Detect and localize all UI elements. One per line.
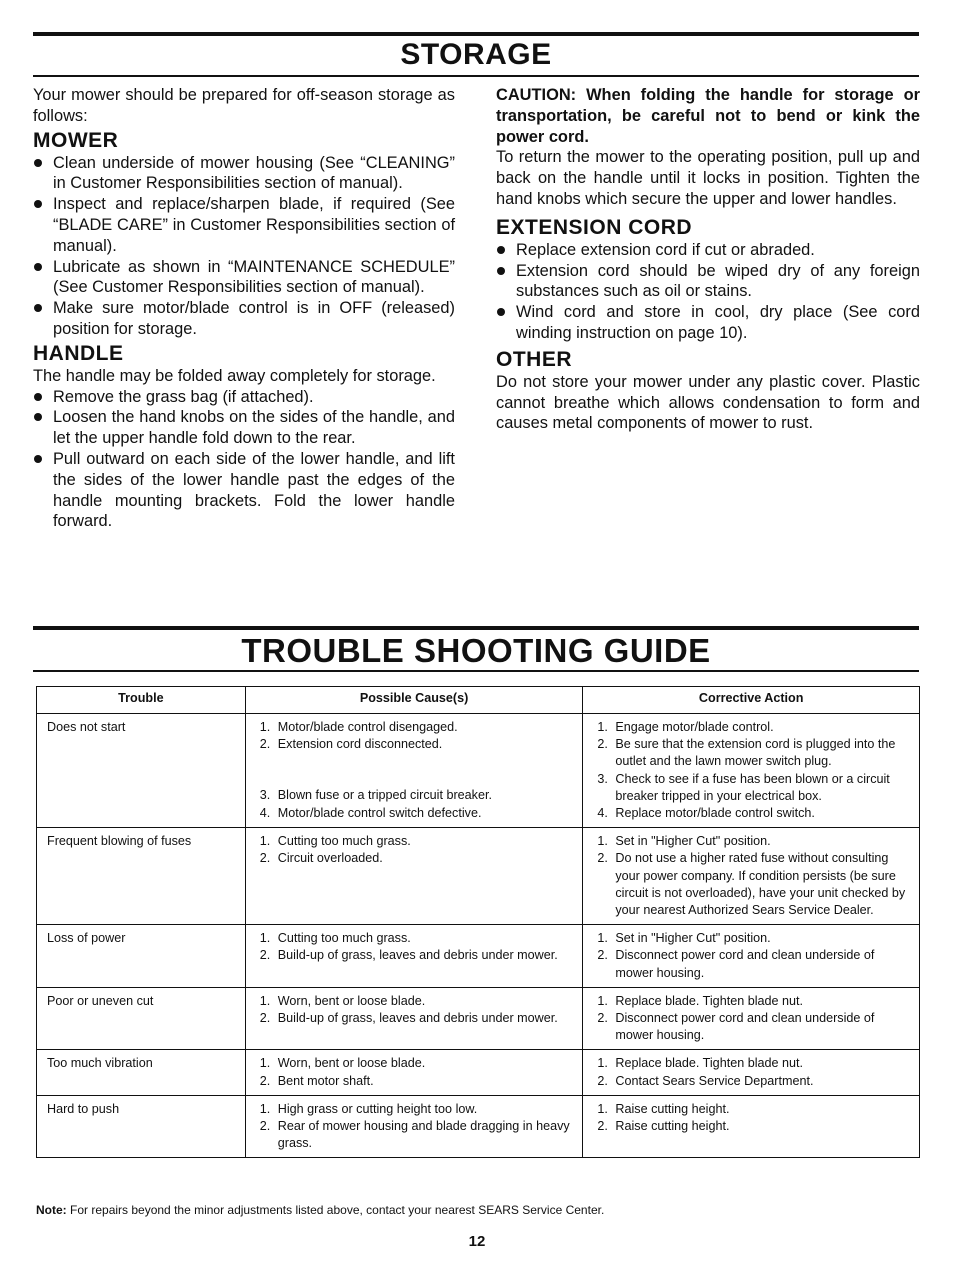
item-number: 3.: [597, 771, 608, 786]
column-header-causes: Possible Cause(s): [245, 687, 583, 714]
actions-cell: [583, 925, 920, 988]
item-text: High grass or cutting height too low.: [277, 1101, 478, 1116]
other-text: Do not store your mower under any plastic cover. Plastic cannot breathe which allows condensation to form and causes metal components of mower to rust.: [496, 372, 920, 433]
table-row: [37, 714, 920, 828]
page-number: 12: [468, 1233, 486, 1250]
list-item: [593, 930, 911, 947]
list-item: Lubricate as shown in “MAINTENANCE SCHEDULE” (See Customer Responsibilities section of manual).: [33, 257, 455, 299]
handle-heading: HANDLE: [33, 341, 124, 365]
causes-cell: [245, 714, 583, 828]
item-text: Cutting too much grass.: [277, 834, 411, 849]
item-text: Raise cutting height.: [615, 1119, 730, 1134]
return-text: To return the mower to the operating position, pull up and back on the handle until it locks in position. Tighten the hand knobs which secure the upper and lower handles.: [496, 148, 920, 208]
item-text: Be sure that the extension cord is plugged into the outlet and the lawn mower switch plug.: [615, 737, 896, 769]
list-item: [256, 1101, 575, 1118]
list-item: [256, 833, 575, 850]
footnote: [36, 1203, 604, 1217]
item-text: Extension cord disconnected.: [277, 737, 443, 752]
actions-cell: [583, 714, 920, 828]
list-item: [593, 1101, 911, 1118]
item-text: Bent motor shaft.: [277, 1073, 374, 1088]
item-text: Motor/blade control switch defective.: [277, 805, 482, 820]
table-row: [37, 1095, 920, 1158]
trouble-cell: Poor or uneven cut: [37, 987, 246, 1050]
list-item: Replace extension cord if cut or abraded.: [496, 240, 920, 261]
item-text: Cutting too much grass.: [277, 931, 411, 946]
item-number: 1.: [259, 1056, 271, 1071]
storage-left-column: [33, 85, 455, 532]
item-text: Blown fuse or a tripped circuit breaker.: [277, 788, 492, 803]
item-text: Disconnect power cord and clean underside of mower housing.: [615, 948, 875, 980]
item-number: 2.: [597, 1073, 608, 1088]
actions-cell: [583, 987, 920, 1050]
other-heading: OTHER: [496, 347, 572, 371]
list-item: Wind cord and store in cool, dry place (See cord winding instruction on page 10).: [496, 302, 920, 344]
list-item: [593, 947, 911, 981]
trouble-top-rule: [33, 626, 919, 630]
actions-cell: [583, 828, 920, 925]
item-text: Set in "Higher Cut" position.: [615, 834, 771, 849]
item-number: 2.: [259, 1011, 271, 1026]
trouble-bottom-rule: [33, 670, 919, 672]
note-text: For repairs beyond the minor adjustments listed above, contact your nearest SEARS Service Center.: [70, 1203, 605, 1217]
trouble-cell: Too much vibration: [37, 1050, 246, 1095]
item-number: 2.: [259, 1073, 271, 1088]
trouble-cell: Does not start: [37, 714, 246, 828]
item-text: Engage motor/blade control.: [615, 720, 774, 734]
item-text: Motor/blade control disengaged.: [277, 720, 458, 734]
actions-cell: [583, 1095, 920, 1158]
list-item: [256, 736, 575, 753]
list-item: Remove the grass bag (if attached).: [33, 387, 455, 408]
list-item: [256, 1010, 575, 1027]
item-text: Raise cutting height.: [615, 1101, 730, 1116]
item-number: 1.: [597, 931, 608, 946]
item-text: Circuit overloaded.: [277, 851, 383, 866]
list-item: [256, 993, 575, 1010]
list-item: [256, 719, 575, 736]
column-header-trouble: Trouble: [37, 687, 246, 714]
handle-list: [33, 387, 455, 533]
item-number: 1.: [597, 1101, 608, 1116]
item-text: Disconnect power cord and clean underside of mower housing.: [615, 1011, 875, 1043]
list-item: [593, 1055, 911, 1072]
table-row: [37, 925, 920, 988]
table-header-row: [37, 687, 920, 714]
item-number: 4.: [597, 806, 608, 821]
trouble-title: TROUBLE SHOOTING GUIDE: [241, 632, 711, 669]
item-text: Check to see if a fuse has been blown or a circuit breaker tripped in your electrical box.: [615, 771, 890, 803]
causes-cell: [245, 828, 583, 925]
causes-cell: [245, 1095, 583, 1158]
table-row: [37, 987, 920, 1050]
item-number: 3.: [259, 788, 271, 803]
list-item: [593, 993, 911, 1010]
storage-top-rule: [33, 32, 919, 36]
mower-heading: MOWER: [33, 128, 119, 152]
trouble-shooting-table: [36, 686, 920, 1158]
caution-text: CAUTION: When folding the handle for storage or transportation, be careful not to bend or kink the power cord.: [496, 86, 920, 146]
item-number: 2.: [597, 1011, 608, 1026]
list-item: [593, 1118, 911, 1135]
item-number: 1.: [259, 931, 271, 946]
item-text: Replace blade. Tighten blade nut.: [615, 1056, 804, 1071]
table-row: [37, 1050, 920, 1095]
storage-title: STORAGE: [400, 38, 552, 71]
storage-intro: Your mower should be prepared for off-season storage as follows:: [33, 86, 455, 125]
list-item: [256, 947, 575, 964]
item-text: Do not use a higher rated fuse without consulting your power company. If condition persists (be sure circuit is not overloaded), have your unit checked by your nearest Authorized Sears Service Dealer.: [615, 851, 906, 918]
list-item: Make sure motor/blade control is in OFF (released) position for storage.: [33, 298, 455, 340]
item-number: 1.: [259, 720, 271, 734]
storage-bottom-rule: [33, 75, 919, 77]
causes-cell: [245, 1050, 583, 1095]
extension-cord-heading: EXTENSION CORD: [496, 215, 693, 239]
causes-cell: [245, 987, 583, 1050]
item-text: Replace blade. Tighten blade nut.: [615, 993, 804, 1008]
trouble-cell: Hard to push: [37, 1095, 246, 1158]
item-number: 2.: [259, 1119, 271, 1134]
item-number: 2.: [259, 851, 271, 866]
table-row: [37, 828, 920, 925]
list-item: [593, 833, 911, 850]
trouble-cell: Loss of power: [37, 925, 246, 988]
item-number: 1.: [597, 720, 608, 734]
mower-list: [33, 153, 455, 340]
storage-right-column: [496, 85, 920, 434]
list-item: Loosen the hand knobs on the sides of the handle, and let the upper handle fold down to the rear.: [33, 407, 455, 449]
list-item: [593, 719, 911, 736]
item-number: 2.: [597, 1119, 608, 1134]
list-item: [593, 850, 911, 919]
trouble-cell: Frequent blowing of fuses: [37, 828, 246, 925]
list-item: [593, 736, 911, 770]
list-item: [256, 805, 575, 822]
item-number: 1.: [597, 1056, 608, 1071]
actions-cell: [583, 1050, 920, 1095]
item-text: Build-up of grass, leaves and debris under mower.: [277, 1011, 558, 1026]
list-item: [593, 1010, 911, 1044]
extension-cord-list: [496, 240, 920, 344]
list-item: Pull outward on each side of the lower handle, and lift the sides of the lower handle past the edges of the handle mounting brackets. Fold the lower handle forward.: [33, 449, 455, 532]
item-number: 1.: [259, 993, 271, 1008]
item-number: 1.: [597, 834, 608, 849]
item-text: Worn, bent or loose blade.: [277, 993, 426, 1008]
list-item: [256, 1055, 575, 1072]
list-item: [593, 805, 911, 822]
causes-cell: [245, 925, 583, 988]
item-text: Rear of mower housing and blade dragging in heavy grass.: [277, 1119, 570, 1151]
item-number: 1.: [597, 993, 608, 1008]
item-number: 1.: [259, 1101, 271, 1116]
list-item: Clean underside of mower housing (See “CLEANING” in Customer Responsibilities section of manual).: [33, 153, 455, 195]
list-item: [593, 1073, 911, 1090]
list-item: [256, 850, 575, 867]
item-text: Replace motor/blade control switch.: [615, 806, 815, 821]
column-header-action: Corrective Action: [583, 687, 920, 714]
item-number: 2.: [597, 851, 608, 866]
item-text: Build-up of grass, leaves and debris under mower.: [277, 948, 558, 963]
item-text: Contact Sears Service Department.: [615, 1073, 814, 1088]
handle-intro: The handle may be folded away completely for storage.: [33, 366, 436, 385]
item-text: Worn, bent or loose blade.: [277, 1056, 426, 1071]
item-text: Set in "Higher Cut" position.: [615, 931, 771, 946]
item-number: 2.: [259, 948, 271, 963]
list-item: [256, 1118, 575, 1152]
item-number: 4.: [259, 805, 271, 820]
note-label: Note:: [36, 1203, 67, 1217]
item-number: 2.: [597, 948, 608, 963]
list-item: [256, 1073, 575, 1090]
list-item: [256, 787, 575, 804]
list-item: Extension cord should be wiped dry of any foreign substances such as oil or stains.: [496, 261, 920, 303]
item-number: 2.: [597, 737, 608, 752]
list-item: [256, 930, 575, 947]
table-body: [37, 714, 920, 1158]
item-number: 2.: [259, 737, 271, 752]
list-item: [593, 771, 911, 805]
list-item: Inspect and replace/sharpen blade, if required (See “BLADE CARE” in Customer Responsibilities section of manual).: [33, 194, 455, 256]
item-number: 1.: [259, 834, 271, 849]
